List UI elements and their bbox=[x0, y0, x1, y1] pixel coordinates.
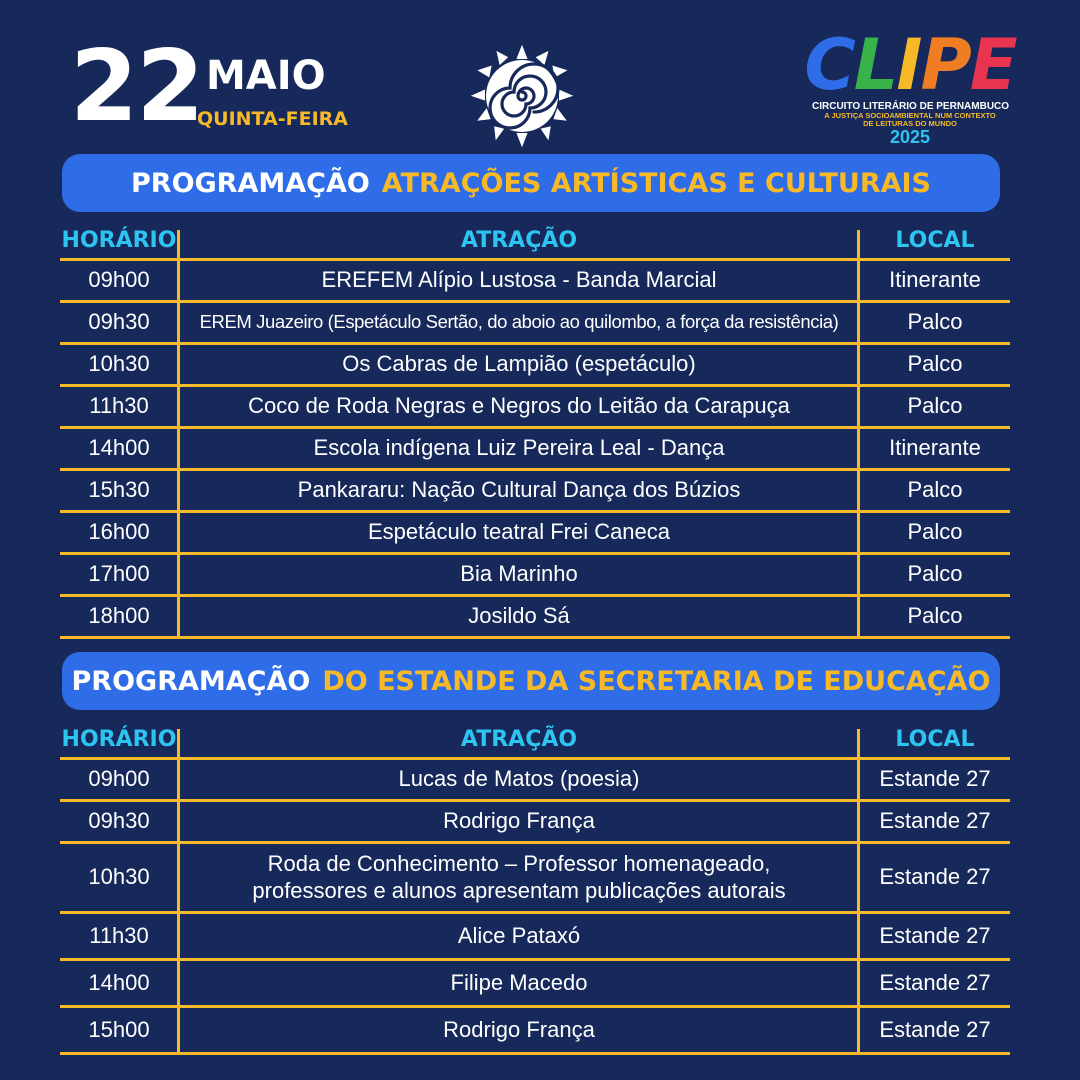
column-divider bbox=[857, 303, 860, 342]
row-attraction: EREM Juazeiro (Espetáculo Sertão, do aboio ao quilombo, a força da resistência) bbox=[199, 311, 839, 333]
logo-letter-c: C bbox=[804, 24, 854, 106]
column-divider bbox=[857, 513, 860, 552]
table-row bbox=[60, 841, 1010, 911]
column-divider bbox=[177, 555, 180, 594]
table-row bbox=[60, 468, 1010, 510]
row-attraction: Alice Pataxó bbox=[457, 922, 581, 948]
table-row bbox=[60, 799, 1010, 841]
column-divider bbox=[857, 729, 860, 757]
column-divider bbox=[177, 914, 180, 958]
logo-letter-p: P bbox=[920, 24, 970, 106]
row-attraction: Rodrigo França bbox=[443, 808, 595, 834]
clipe-logo bbox=[804, 24, 1016, 156]
table-row bbox=[60, 911, 1010, 958]
logo-subtitle: CIRCUITO LITERÁRIO DE PERNAMBUCO bbox=[812, 100, 1010, 112]
row-place: Palco bbox=[907, 393, 963, 419]
column-divider bbox=[177, 303, 180, 342]
column-divider bbox=[857, 261, 860, 300]
table-header bbox=[60, 721, 1010, 757]
column-divider bbox=[857, 961, 860, 1005]
column-divider bbox=[177, 1008, 180, 1052]
row-attraction: Espetáculo teatral Frei Caneca bbox=[367, 519, 671, 545]
logo-letter-l: L bbox=[853, 24, 897, 106]
column-divider bbox=[857, 345, 860, 384]
table-row bbox=[60, 510, 1010, 552]
row-attraction: Escola indígena Luiz Pereira Leal - Dança bbox=[313, 435, 725, 461]
day-number: 22 bbox=[70, 30, 203, 144]
row-attraction: Coco de Roda Negras e Negros do Leitão da Carapuça bbox=[248, 393, 790, 419]
row-attraction: Josildo Sá bbox=[468, 603, 570, 629]
row-place: Estande 27 bbox=[879, 864, 991, 890]
row-attraction: Os Cabras de Lampião (espetáculo) bbox=[342, 351, 696, 377]
table-row bbox=[60, 426, 1010, 468]
table-row bbox=[60, 594, 1010, 639]
weekday-label: QUINTA-FEIRA bbox=[197, 108, 348, 130]
table-row bbox=[60, 300, 1010, 342]
table-header bbox=[60, 222, 1010, 258]
table-body bbox=[60, 258, 1010, 639]
column-divider bbox=[177, 230, 180, 258]
column-divider bbox=[857, 230, 860, 258]
header-place: LOCAL bbox=[895, 227, 975, 253]
table-row bbox=[60, 342, 1010, 384]
column-divider bbox=[177, 844, 180, 911]
row-place: Itinerante bbox=[889, 435, 981, 461]
row-place: Estande 27 bbox=[879, 808, 991, 834]
row-time: 15h00 bbox=[88, 1016, 150, 1042]
row-time: 14h00 bbox=[88, 969, 150, 995]
row-attraction bbox=[180, 844, 858, 911]
column-divider bbox=[857, 760, 860, 799]
row-time: 09h30 bbox=[88, 808, 150, 834]
table-row bbox=[60, 958, 1010, 1005]
column-divider bbox=[177, 513, 180, 552]
row-place: Estande 27 bbox=[879, 969, 991, 995]
row-place: Palco bbox=[907, 561, 963, 587]
row-attraction: Pankararu: Nação Cultural Dança dos Búzios bbox=[297, 477, 741, 503]
column-divider bbox=[177, 345, 180, 384]
header-attraction: ATRAÇÃO bbox=[460, 726, 578, 752]
row-attraction-line-2: professores e alunos apresentam publicações autorais bbox=[252, 877, 786, 903]
row-place: Palco bbox=[907, 309, 963, 335]
column-divider bbox=[177, 760, 180, 799]
row-place: Palco bbox=[907, 603, 963, 629]
table-row bbox=[60, 1005, 1010, 1055]
column-divider bbox=[177, 261, 180, 300]
row-time: 10h30 bbox=[88, 351, 150, 377]
table-row bbox=[60, 258, 1010, 300]
column-divider bbox=[857, 597, 860, 636]
row-time: 15h30 bbox=[88, 477, 150, 503]
row-time: 09h30 bbox=[88, 309, 150, 335]
header-place: LOCAL bbox=[895, 726, 975, 752]
row-attraction: Filipe Macedo bbox=[450, 969, 588, 995]
row-attraction: Rodrigo França bbox=[443, 1016, 595, 1042]
column-divider bbox=[177, 429, 180, 468]
section2-table bbox=[60, 721, 1010, 1055]
header-time: HORÁRIO bbox=[61, 227, 177, 253]
row-time: 18h00 bbox=[88, 603, 150, 629]
header-attraction: ATRAÇÃO bbox=[460, 227, 578, 253]
section1-table bbox=[60, 222, 1010, 639]
column-divider bbox=[857, 555, 860, 594]
section1-banner bbox=[62, 154, 1000, 212]
row-attraction: EREFEM Alípio Lustosa - Banda Marcial bbox=[321, 267, 717, 293]
row-time: 09h00 bbox=[88, 766, 150, 792]
row-time: 14h00 bbox=[88, 435, 150, 461]
row-attraction-line-1: Roda de Conhecimento – Professor homenageado, bbox=[267, 851, 771, 877]
column-divider bbox=[857, 844, 860, 911]
row-place: Palco bbox=[907, 519, 963, 545]
section1-title-white: PROGRAMAÇÃO bbox=[130, 167, 370, 199]
logo-letter-e: E bbox=[969, 24, 1016, 106]
row-place: Estande 27 bbox=[879, 1016, 991, 1042]
row-place: Itinerante bbox=[889, 267, 981, 293]
column-divider bbox=[177, 387, 180, 426]
section2-title-yellow: DO ESTANDE DA SECRETARIA DE EDUCAÇÃO bbox=[322, 665, 991, 697]
header-time: HORÁRIO bbox=[61, 726, 177, 752]
column-divider bbox=[857, 429, 860, 468]
row-place: Estande 27 bbox=[879, 922, 991, 948]
table-row bbox=[60, 384, 1010, 426]
column-divider bbox=[857, 471, 860, 510]
logo-year: 2025 bbox=[889, 127, 931, 147]
row-place: Palco bbox=[907, 477, 963, 503]
row-attraction: Lucas de Matos (poesia) bbox=[398, 766, 640, 792]
table-body bbox=[60, 757, 1010, 1055]
month-label: MAIO bbox=[206, 53, 326, 99]
sun-spiral-icon bbox=[466, 40, 578, 152]
row-time: 09h00 bbox=[88, 267, 150, 293]
column-divider bbox=[857, 1008, 860, 1052]
column-divider bbox=[177, 802, 180, 841]
row-place: Estande 27 bbox=[879, 766, 991, 792]
row-time: 17h00 bbox=[88, 561, 150, 587]
column-divider bbox=[177, 471, 180, 510]
row-time: 16h00 bbox=[88, 519, 150, 545]
section1-title-yellow: ATRAÇÕES ARTÍSTICAS E CULTURAIS bbox=[381, 167, 931, 199]
row-place: Palco bbox=[907, 351, 963, 377]
column-divider bbox=[177, 597, 180, 636]
row-attraction: Bia Marinho bbox=[460, 561, 578, 587]
column-divider bbox=[177, 729, 180, 757]
column-divider bbox=[857, 914, 860, 958]
logo-tagline-2: DE LEITURAS DO MUNDO bbox=[863, 118, 957, 128]
column-divider bbox=[177, 961, 180, 1005]
column-divider bbox=[857, 387, 860, 426]
row-time: 11h30 bbox=[89, 922, 149, 948]
table-row bbox=[60, 757, 1010, 799]
table-row bbox=[60, 552, 1010, 594]
row-time: 10h30 bbox=[88, 864, 150, 890]
row-time: 11h30 bbox=[89, 393, 149, 419]
column-divider bbox=[857, 802, 860, 841]
logo-tagline-1: A JUSTIÇA SOCIOAMBIENTAL NUM CONTEXTO bbox=[824, 110, 996, 120]
logo-letter-i: I bbox=[896, 24, 921, 106]
section2-banner bbox=[62, 652, 1000, 710]
section2-title-white: PROGRAMAÇÃO bbox=[71, 665, 311, 697]
